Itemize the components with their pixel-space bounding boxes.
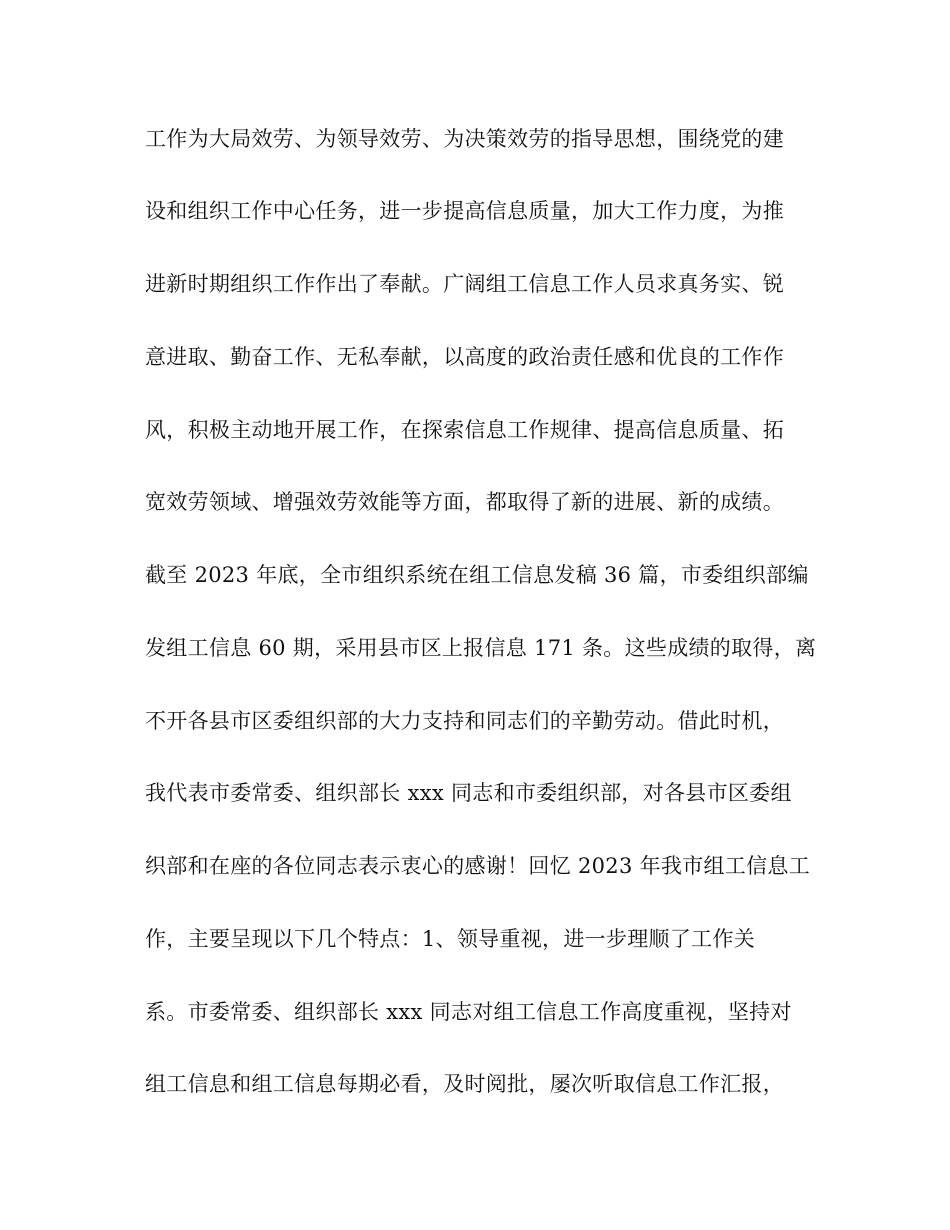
text-line: 工作为大局效劳、为领导效劳、为决策效劳的指导思想，围绕党的建 — [145, 127, 784, 151]
text-line: 截至 2023 年底，全市组织系统在组工信息发稿 36 篇，市委组织部编 — [145, 563, 809, 587]
text-line: 进新时期组织工作作出了奉献。广阔组工信息工作人员求真务实、锐 — [145, 272, 784, 296]
text-line: 我代表市委常委、组织部长 xxx 同志和市委组织部，对各县市区委组 — [145, 781, 792, 805]
text-line: 宽效劳领域、增强效劳效能等方面，都取得了新的进展、新的成绩。 — [145, 490, 784, 514]
text-line: 组工信息和组工信息每期必看，及时阅批，屡次听取信息工作汇报， — [145, 1072, 784, 1096]
text-line: 作，主要呈现以下几个特点：1、领导重视，进一步理顺了工作关 — [145, 927, 756, 951]
text-line: 织部和在座的各位同志表示衷心的感谢！回忆 2023 年我市组工信息工 — [145, 854, 810, 878]
text-line: 系。市委常委、组织部长 xxx 同志对组工信息工作高度重视，坚持对 — [145, 1000, 792, 1024]
text-line: 设和组织工作中心任务，进一步提高信息质量，加大工作力度，为推 — [145, 199, 784, 223]
text-line: 不开各县市区委组织部的大力支持和同志们的辛勤劳动。借此时机， — [145, 709, 784, 733]
text-line: 风，积极主动地开展工作，在探索信息工作规律、提高信息质量、拓 — [145, 418, 784, 442]
text-line: 意进取、勤奋工作、无私奉献，以高度的政治责任感和优良的工作作 — [145, 345, 784, 369]
text-line: 发组工信息 60 期，采用县市区上报信息 171 条。这些成绩的取得，离 — [145, 636, 817, 660]
